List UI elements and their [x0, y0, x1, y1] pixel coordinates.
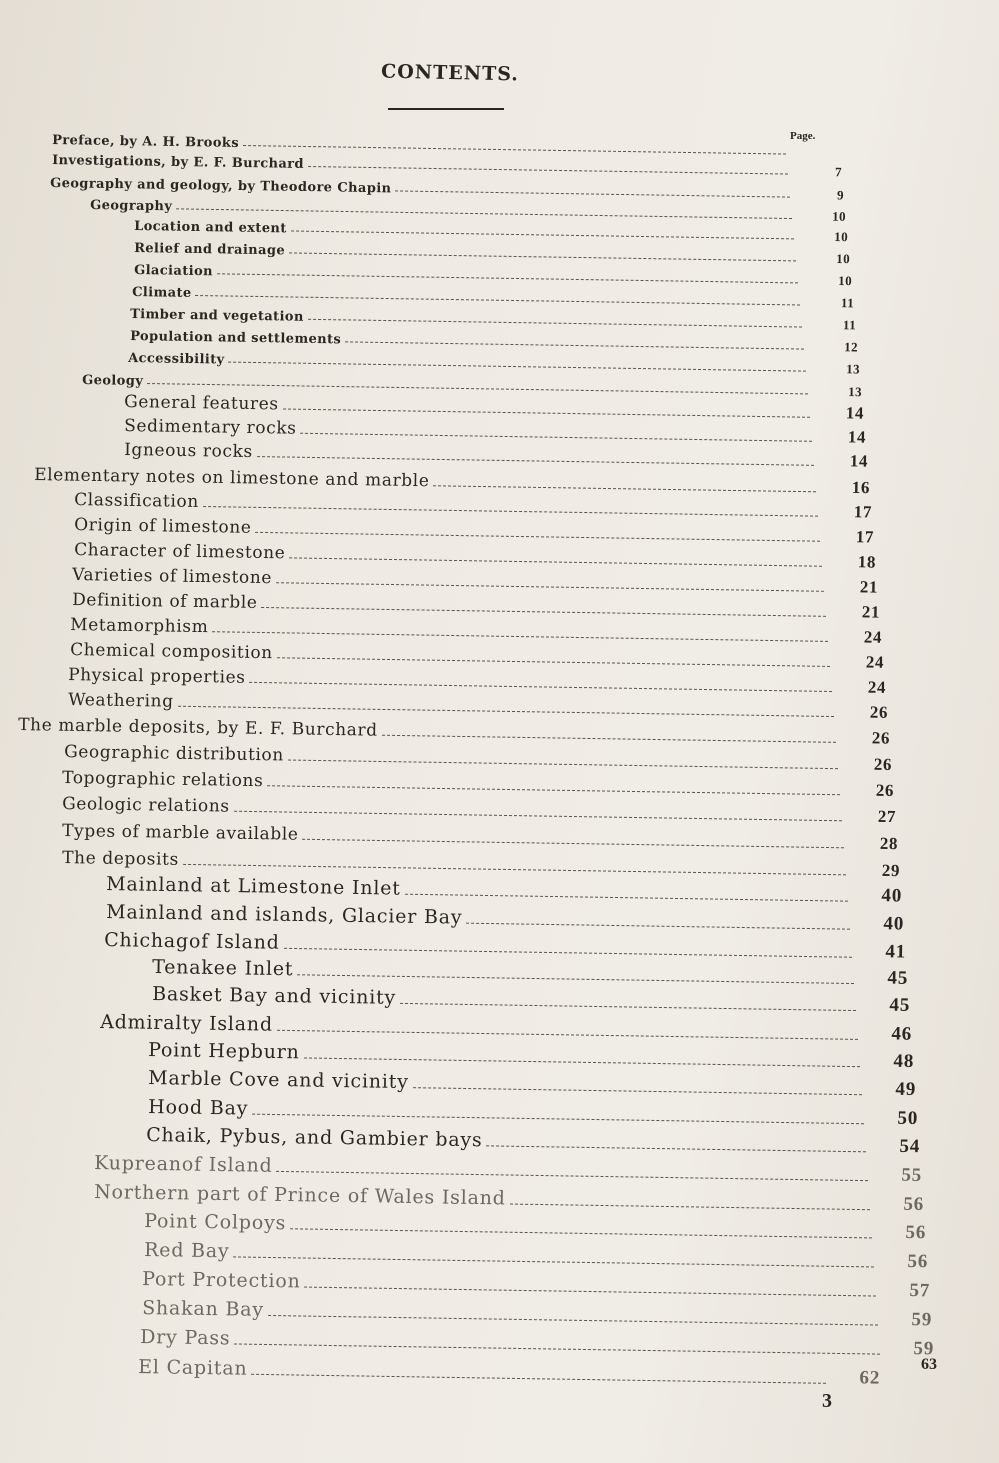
toc-entry-page: 26 [873, 754, 893, 775]
dot-leader [400, 1003, 856, 1011]
dot-leader [212, 631, 828, 642]
toc-entry-page: 13 [848, 384, 863, 400]
toc-entry-page: 48 [893, 1050, 915, 1073]
toc-entry-page: 59 [913, 1338, 935, 1360]
toc-entry-page: 17 [853, 502, 873, 522]
toc-entry-page: 17 [855, 527, 875, 547]
toc-entry-label: Timber and vegetation [130, 307, 304, 325]
dot-leader [277, 657, 830, 667]
toc-entry-label: Glaciation [134, 263, 214, 280]
folio-number: 3 [822, 1390, 832, 1412]
toc-entry-label: Point Hepburn [148, 1039, 300, 1064]
toc-entry [94, 1152, 922, 1187]
toc-entry [144, 1210, 926, 1244]
dot-leader [304, 1057, 860, 1067]
dot-leader [433, 485, 816, 492]
toc-entry-label: Elementary notes on limestone and marble [34, 465, 430, 492]
toc-entry-label: Mainland at Limestone Inlet [106, 873, 401, 900]
toc-entry-page: 49 [895, 1078, 917, 1101]
toc-entry-label: Igneous rocks [124, 440, 253, 463]
toc-entry-page: 11 [842, 317, 857, 333]
toc-entry-page: 56 [905, 1221, 927, 1244]
toc-entry-page: 24 [865, 652, 885, 672]
toc-entry-label: Red Bay [144, 1239, 230, 1263]
toc-entry-page: 10 [836, 251, 851, 267]
toc-entry-label: The deposits [62, 848, 180, 870]
toc-entry-label: Classification [74, 490, 200, 512]
toc-entry-label: Admiralty Island [100, 1011, 274, 1036]
toc-entry-label: Geography and geology, by Theodore Chapin [50, 176, 392, 197]
toc-entry-page: 26 [869, 702, 889, 722]
toc-entry-page: 7 [835, 164, 843, 180]
toc-entry-page: 55 [901, 1164, 923, 1187]
toc-entry-label: Definition of marble [72, 590, 258, 613]
dot-leader [466, 923, 850, 930]
toc-entry-label: Metamorphism [70, 615, 209, 638]
toc-entry [142, 1297, 932, 1331]
dot-leader [234, 811, 842, 822]
dot-leader [284, 948, 852, 958]
toc-entry-label: Point Colpoys [144, 1210, 287, 1235]
toc-entry-label: Types of marble available [62, 821, 299, 845]
toc-entry-page: 57 [909, 1280, 931, 1302]
toc-entry-label: Chichagof Island [104, 929, 280, 954]
toc-entry-page: 46 [891, 1023, 913, 1045]
toc-entry-page: 45 [889, 994, 911, 1016]
toc-entry-page: 24 [863, 627, 883, 647]
toc-entry-page: 26 [875, 780, 895, 801]
toc-entry-label: Marble Cove and vicinity [148, 1067, 409, 1094]
dot-leader [283, 408, 810, 417]
toc-entry-page: 10 [834, 229, 849, 245]
toc-entry-page: 45 [887, 967, 909, 989]
dot-leader [203, 506, 818, 517]
toc-entry-label: Geography [90, 198, 173, 215]
toc-entry-label: Sedimentary rocks [124, 416, 297, 439]
dot-leader [405, 894, 848, 902]
toc-entry-page: 12 [844, 339, 859, 355]
toc-entry-label: Geology [82, 373, 144, 389]
dot-leader [289, 557, 822, 566]
toc-entry-page: 59 [911, 1309, 933, 1331]
toc-entry-label: Investigations, by E. F. Burchard [52, 153, 305, 172]
toc-entry-page: 13 [846, 361, 861, 377]
dot-leader [268, 1315, 878, 1326]
dot-leader [252, 1114, 864, 1125]
toc-entry-page: 62 [859, 1367, 881, 1389]
toc-entry-page: 14 [849, 451, 869, 471]
toc-entry-page: 41 [885, 941, 907, 963]
toc-entry-page: 40 [881, 885, 903, 907]
toc-entry-label: Chemical composition [70, 640, 273, 664]
toc-entry-label: Dry Pass [140, 1326, 231, 1350]
dot-leader [183, 864, 846, 875]
dot-leader [486, 1145, 866, 1152]
dot-leader [178, 706, 834, 717]
toc-entry-label: El Capitan [138, 1356, 248, 1380]
toc-entry-page: 16 [851, 477, 871, 498]
toc-entry-label: Weathering [68, 690, 174, 712]
toc-entry [144, 1239, 928, 1273]
toc-entry-page: 10 [832, 208, 847, 224]
toc-entry-label: Topographic relations [62, 768, 264, 792]
dot-leader [297, 974, 854, 984]
toc-entry-page: 27 [877, 806, 897, 827]
toc-entry-page: 24 [867, 677, 887, 697]
toc-entry-page: 54 [899, 1135, 921, 1158]
toc-entry-page: 29 [881, 860, 901, 881]
dot-leader [234, 1343, 880, 1354]
toc-entry-label: Mainland and islands, Glacier Bay [106, 901, 463, 929]
dot-leader [304, 1287, 876, 1297]
dot-leader [290, 1228, 872, 1238]
dot-leader [510, 1204, 870, 1211]
toc-entry [140, 1326, 934, 1360]
toc-entry [142, 1268, 930, 1302]
dot-leader [276, 1171, 868, 1181]
toc-entry-label: Port Protection [142, 1268, 301, 1293]
dot-leader [276, 582, 824, 592]
toc-entry-label: Relief and drainage [134, 241, 286, 259]
toc-entry-page: 14 [847, 427, 867, 447]
toc-entry [146, 1124, 920, 1158]
toc-entry-label: Basket Bay and vicinity [152, 983, 397, 1009]
toc-entry-label: Origin of limestone [74, 515, 252, 538]
toc-entry-label: Preface, by A. H. Brooks [52, 133, 240, 151]
toc-entry-label: Location and extent [134, 219, 287, 237]
dot-leader [413, 1087, 862, 1095]
dot-leader [249, 682, 832, 692]
toc-entry-label: Shakan Bay [142, 1297, 265, 1321]
toc-entry-label: Population and settlements [130, 329, 342, 348]
toc-entry-page: 40 [883, 913, 905, 935]
toc-entry-label: Chaik, Pybus, and Gambier bays [146, 1124, 483, 1152]
toc-entry-label: Geographic distribution [64, 742, 285, 766]
toc-entry-page: 18 [857, 552, 877, 572]
dot-leader [277, 1030, 858, 1040]
toc-entry-label: General features [124, 392, 279, 415]
dot-leader [257, 456, 814, 466]
toc-entry-label: Accessibility [128, 351, 225, 368]
toc-entry-label: Geologic relations [62, 794, 230, 817]
toc-entry-page: 56 [907, 1250, 929, 1273]
toc-entry-label: The marble deposits, by E. F. Burchard [18, 715, 378, 741]
dot-leader [382, 735, 836, 743]
toc-entry-label: Northern part of Prince of Wales Island [94, 1181, 506, 1210]
dot-leader [261, 607, 826, 617]
toc-entry-page: 10 [838, 273, 853, 289]
toc-entry [138, 1356, 880, 1390]
toc-entry-label: Kupreanof Island [94, 1152, 273, 1177]
toc-entry-page: 9 [837, 187, 845, 203]
toc-entry-label: Varieties of limestone [72, 565, 273, 589]
dot-leader [302, 839, 844, 849]
dot-leader [300, 433, 812, 442]
dot-leader [251, 1374, 826, 1384]
dot-leader [267, 785, 840, 795]
toc-entry-page: 21 [859, 577, 879, 597]
dot-leader [255, 532, 820, 542]
toc-entry-label: Tenakee Inlet [152, 956, 294, 981]
dot-leader [233, 1256, 874, 1267]
toc-entry-page: 21 [861, 602, 881, 622]
toc-entry-page: 50 [897, 1107, 919, 1130]
toc-entry-page: 26 [871, 728, 891, 748]
toc-entry [148, 1067, 916, 1101]
page-column-heading: Page. [790, 130, 816, 142]
page-title: CONTENTS. [380, 60, 520, 86]
trailing-page-number: 63 [921, 1356, 937, 1373]
toc-entry-label: Character of limestone [74, 540, 286, 564]
toc-entry-page: 28 [879, 833, 899, 854]
dot-leader [288, 760, 838, 770]
toc-entry-page: 14 [845, 403, 865, 423]
toc-entry-page: 11 [840, 295, 855, 311]
toc-entry-label: Climate [132, 285, 192, 301]
toc-entry-page: 56 [903, 1193, 925, 1216]
toc-entry-label: Hood Bay [148, 1096, 249, 1120]
toc-entry-label: Physical properties [68, 665, 246, 688]
